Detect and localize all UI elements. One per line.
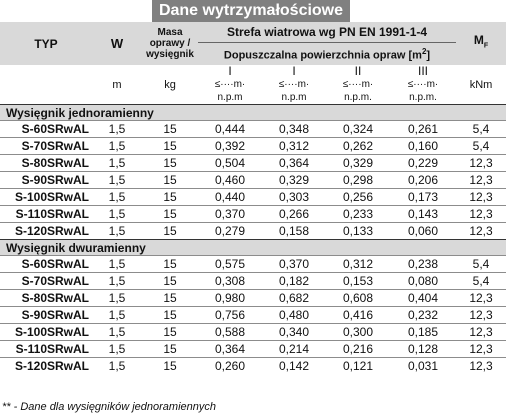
cell-w: 1,5: [92, 273, 142, 290]
cell-w: 1,5: [92, 256, 142, 273]
cell-z2: 0,214: [262, 341, 326, 358]
zone-label: I: [228, 64, 232, 78]
cell-typ: S-100SRwAL: [0, 324, 92, 341]
cell-masa: 15: [142, 324, 198, 341]
cell-z3: 0,416: [326, 307, 390, 324]
cell-z2: 0,158: [262, 223, 326, 240]
cell-z2: 0,364: [262, 155, 326, 172]
col-header-strefa: Strefa wiatrowa wg PN EN 1991-1-4: [198, 22, 456, 43]
cell-z2: 0,182: [262, 273, 326, 290]
cell-masa: 15: [142, 138, 198, 155]
footnote: ** - Dane dla wysięgników jednoramiennych: [2, 401, 217, 413]
table-row: [0, 138, 506, 155]
zone-npm: n.p.m.: [409, 92, 437, 103]
cell-z2: 0,348: [262, 121, 326, 138]
table-row: [0, 189, 506, 206]
cell-mf: 12,3: [456, 223, 506, 240]
cell-mf: 12,3: [456, 290, 506, 307]
cell-z3: 0,329: [326, 155, 390, 172]
table-row: [0, 307, 506, 324]
table-title: Dane wytrzymałościowe: [152, 0, 350, 22]
cell-z2: 0,312: [262, 138, 326, 155]
cell-typ: S-90SRwAL: [0, 172, 92, 189]
cell-mf: 5,4: [456, 256, 506, 273]
mf-label: M: [473, 33, 484, 48]
cell-typ: S-120SRwAL: [0, 358, 92, 375]
col-header-typ: TYP: [0, 22, 92, 65]
cell-z3: 0,312: [326, 256, 390, 273]
cell-z2: 0,142: [262, 358, 326, 375]
cell-z4: 0,060: [390, 223, 456, 240]
cell-typ: S-60SRwAL: [0, 256, 92, 273]
cell-w: 1,5: [92, 341, 142, 358]
zone-height: ≤····m·: [214, 79, 246, 90]
cell-masa: 15: [142, 273, 198, 290]
table-row: [0, 155, 506, 172]
cell-w: 1,5: [92, 223, 142, 240]
table-row: [0, 121, 506, 138]
cell-z3: 0,121: [326, 358, 390, 375]
cell-masa: 15: [142, 189, 198, 206]
masa-line-2: oprawy /: [149, 38, 191, 49]
cell-masa: 15: [142, 341, 198, 358]
cell-mf: 12,3: [456, 155, 506, 172]
table-row: [0, 341, 506, 358]
cell-z1: 0,279: [198, 223, 262, 240]
table-row: [0, 172, 506, 189]
cell-z3: 0,324: [326, 121, 390, 138]
col-header-w: W: [92, 22, 142, 65]
cell-masa: 15: [142, 223, 198, 240]
dop-sup: 2: [421, 47, 427, 57]
cell-typ: S-80SRwAL: [0, 155, 92, 172]
cell-z1: 0,980: [198, 290, 262, 307]
cell-z1: 0,504: [198, 155, 262, 172]
cell-w: 1,5: [92, 290, 142, 307]
table-row: [0, 358, 506, 375]
cell-mf: 12,3: [456, 341, 506, 358]
cell-w: 1,5: [92, 138, 142, 155]
section-row: [0, 105, 506, 121]
unit-masa: kg: [142, 65, 198, 105]
cell-z1: 0,260: [198, 358, 262, 375]
zone-header-2: [262, 65, 326, 105]
cell-z4: 0,229: [390, 155, 456, 172]
strength-table: [0, 22, 506, 374]
cell-masa: 15: [142, 155, 198, 172]
cell-z1: 0,440: [198, 189, 262, 206]
zone-height: ≤····m·: [407, 79, 439, 90]
cell-mf: 12,3: [456, 358, 506, 375]
cell-z4: 0,143: [390, 206, 456, 223]
cell-z2: 0,340: [262, 324, 326, 341]
cell-masa: 15: [142, 290, 198, 307]
masa-line-3: wysięgnik: [146, 49, 194, 60]
cell-z4: 0,404: [390, 290, 456, 307]
cell-z4: 0,160: [390, 138, 456, 155]
cell-z1: 0,308: [198, 273, 262, 290]
zone-npm: n.p.m: [281, 92, 307, 103]
mf-sub: F: [483, 42, 489, 50]
cell-w: 1,5: [92, 172, 142, 189]
cell-w: 1,5: [92, 324, 142, 341]
dop-text: Dopuszczalna powierzchnia opraw [m: [223, 49, 422, 62]
cell-mf: 12,3: [456, 307, 506, 324]
cell-z3: 0,256: [326, 189, 390, 206]
cell-masa: 15: [142, 206, 198, 223]
cell-z4: 0,232: [390, 307, 456, 324]
cell-z2: 0,266: [262, 206, 326, 223]
cell-masa: 15: [142, 358, 198, 375]
zone-label: II: [354, 64, 362, 78]
cell-w: 1,5: [92, 189, 142, 206]
cell-mf: 5,4: [456, 138, 506, 155]
table-row: [0, 273, 506, 290]
zone-label: I: [292, 64, 296, 78]
dop-end: ]: [426, 49, 431, 62]
table-row: [0, 206, 506, 223]
zone-header-4: [390, 65, 456, 105]
col-header-mf: [456, 22, 506, 65]
zone-height: ≤····m·: [278, 79, 310, 90]
cell-z1: 0,370: [198, 206, 262, 223]
cell-z3: 0,233: [326, 206, 390, 223]
cell-typ: S-110SRwAL: [0, 206, 92, 223]
cell-z4: 0,206: [390, 172, 456, 189]
cell-typ: S-120SRwAL: [0, 223, 92, 240]
cell-typ: S-70SRwAL: [0, 273, 92, 290]
cell-z2: 0,480: [262, 307, 326, 324]
cell-typ: S-90SRwAL: [0, 307, 92, 324]
cell-typ: S-80SRwAL: [0, 290, 92, 307]
cell-z1: 0,460: [198, 172, 262, 189]
table-header: [0, 22, 506, 105]
cell-w: 1,5: [92, 121, 142, 138]
col-header-masa: [142, 22, 198, 65]
cell-z2: 0,329: [262, 172, 326, 189]
cell-z3: 0,262: [326, 138, 390, 155]
cell-typ: S-110SRwAL: [0, 341, 92, 358]
cell-typ: S-70SRwAL: [0, 138, 92, 155]
cell-z3: 0,608: [326, 290, 390, 307]
table-row: [0, 223, 506, 240]
cell-z1: 0,588: [198, 324, 262, 341]
cell-z3: 0,216: [326, 341, 390, 358]
cell-w: 1,5: [92, 358, 142, 375]
cell-z4: 0,173: [390, 189, 456, 206]
cell-z3: 0,133: [326, 223, 390, 240]
zone-height: ≤····m·: [342, 79, 374, 90]
cell-masa: 15: [142, 172, 198, 189]
cell-z3: 0,300: [326, 324, 390, 341]
cell-masa: 15: [142, 121, 198, 138]
cell-mf: 12,3: [456, 172, 506, 189]
cell-z3: 0,298: [326, 172, 390, 189]
cell-z1: 0,444: [198, 121, 262, 138]
cell-z2: 0,682: [262, 290, 326, 307]
units-typ: [0, 65, 92, 105]
table-body: [0, 105, 506, 375]
cell-z4: 0,031: [390, 358, 456, 375]
table-row: [0, 290, 506, 307]
cell-mf: 5,4: [456, 121, 506, 138]
units-row: [0, 65, 506, 105]
zone-npm: n.p.m.: [344, 92, 372, 103]
cell-masa: 15: [142, 307, 198, 324]
cell-z3: 0,153: [326, 273, 390, 290]
cell-w: 1,5: [92, 206, 142, 223]
cell-z1: 0,575: [198, 256, 262, 273]
zone-npm: n.p.m: [217, 92, 243, 103]
table-row: [0, 324, 506, 341]
cell-w: 1,5: [92, 155, 142, 172]
zone-header-3: [326, 65, 390, 105]
section-label: Wysięgnik jednoramienny: [0, 105, 506, 121]
zone-label: III: [418, 64, 429, 78]
section-label: Wysięgnik dwuramienny: [0, 240, 506, 256]
cell-z4: 0,080: [390, 273, 456, 290]
cell-z4: 0,238: [390, 256, 456, 273]
cell-z1: 0,392: [198, 138, 262, 155]
cell-z2: 0,370: [262, 256, 326, 273]
cell-typ: S-100SRwAL: [0, 189, 92, 206]
cell-mf: 5,4: [456, 273, 506, 290]
cell-z4: 0,261: [390, 121, 456, 138]
cell-mf: 12,3: [456, 206, 506, 223]
unit-mf: kNm: [456, 65, 506, 105]
cell-masa: 15: [142, 256, 198, 273]
cell-z1: 0,756: [198, 307, 262, 324]
zone-header-1: [198, 65, 262, 105]
col-header-dopuszczalna: [198, 43, 456, 66]
cell-typ: S-60SRwAL: [0, 121, 92, 138]
cell-mf: 12,3: [456, 324, 506, 341]
unit-w: m: [92, 65, 142, 105]
section-row: [0, 240, 506, 256]
cell-z4: 0,128: [390, 341, 456, 358]
cell-z1: 0,364: [198, 341, 262, 358]
cell-z4: 0,185: [390, 324, 456, 341]
cell-w: 1,5: [92, 307, 142, 324]
cell-mf: 12,3: [456, 189, 506, 206]
table-row: [0, 256, 506, 273]
masa-line-1: Masa: [157, 27, 183, 38]
cell-z2: 0,303: [262, 189, 326, 206]
